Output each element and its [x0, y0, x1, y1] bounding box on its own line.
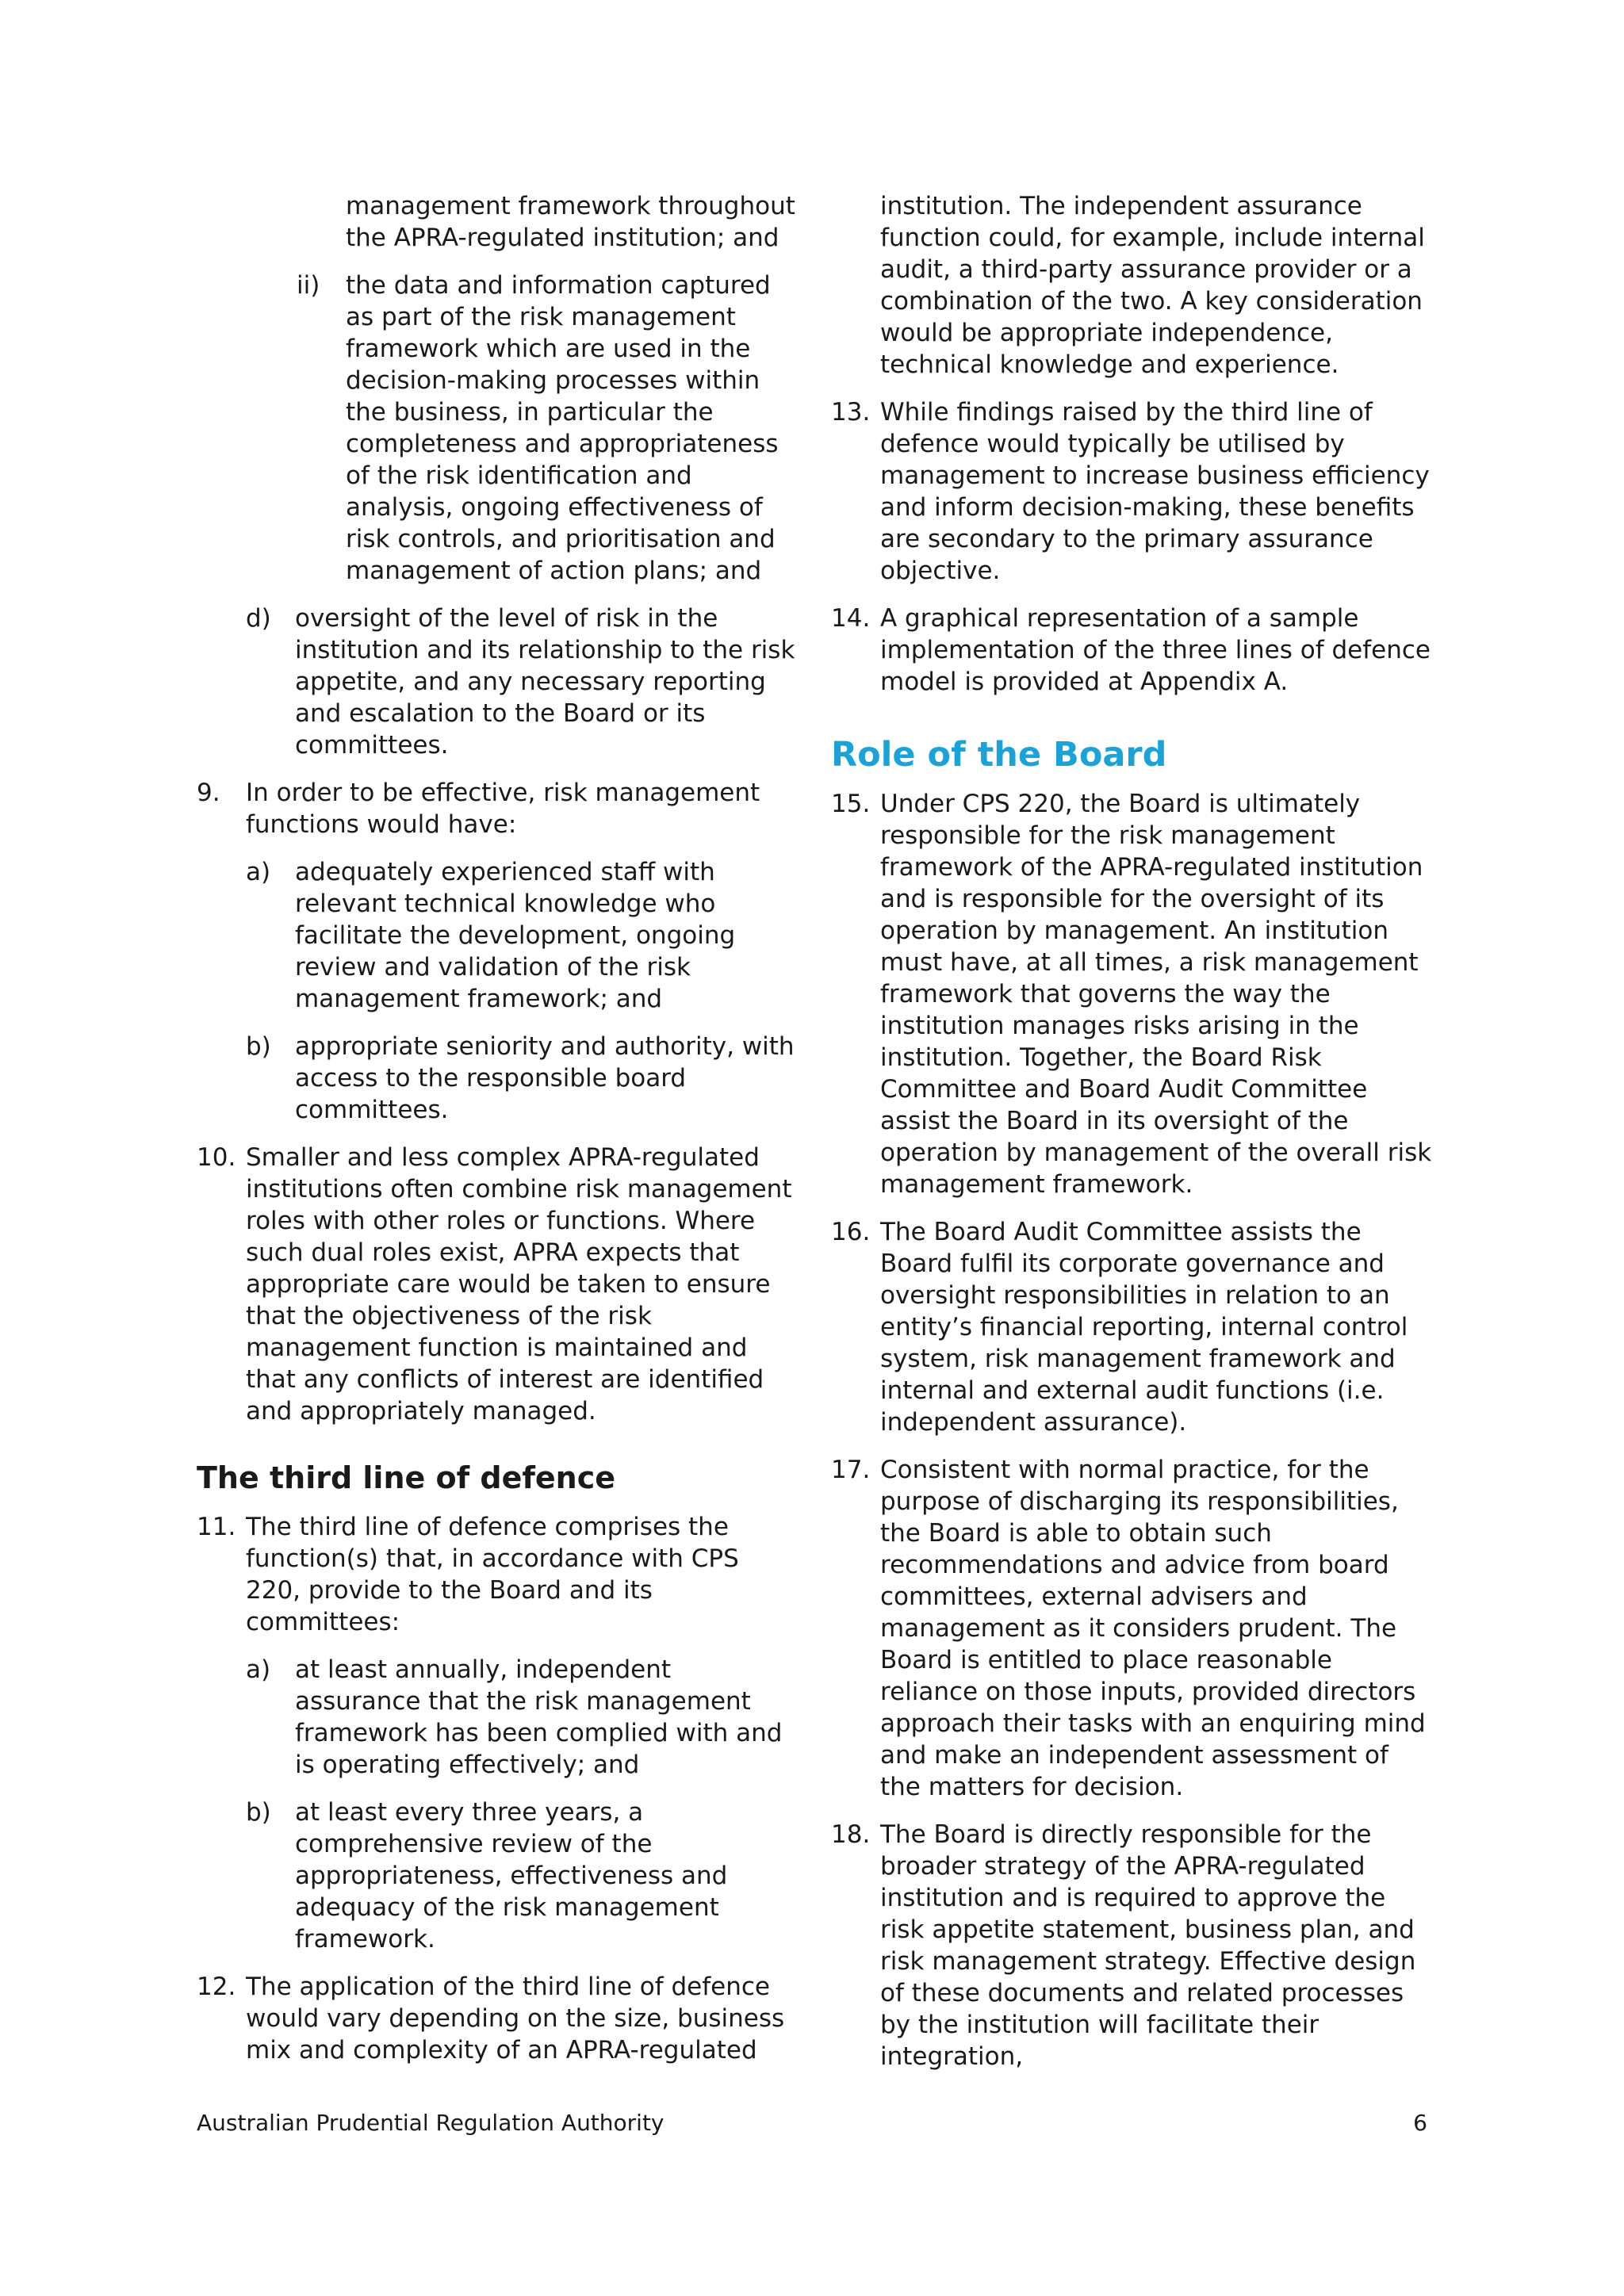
paragraph-text: The Board Audit Committee assists the Board fulfil its corporate governance and oversight responsibilities in relation to an entity’s financial reporting, internal control system, risk management framework and internal and external audit functions (i.e. independent assurance).: [880, 1218, 1408, 1437]
paragraph-16: [831, 1216, 1434, 1438]
list-item-text: oversight of the level of risk in the institution and its relationship to the risk appetite, and any necessary reporting and escalation to the Board or its committees.: [295, 604, 795, 760]
list-marker: d): [246, 604, 271, 633]
paragraph-number: 14.: [831, 604, 871, 633]
paragraph-13: [831, 396, 1434, 587]
paragraph-text: The application of the third line of defence would vary depending on the size, business mix and complexity of an APRA-regulated: [246, 1973, 785, 2064]
section-heading-third-line: The third line of defence: [197, 1460, 615, 1495]
paragraph-number: 11.: [197, 1513, 236, 1541]
list-marker: a): [246, 858, 271, 886]
list-item-text: at least every three years, a comprehensive review of the appropriateness, effectiveness and adequacy of the risk management framework.: [295, 1798, 728, 1954]
paragraph-continuation: institution. The independent assurance function could, for example, include internal audit, a third-party assurance provider or a combination of the two. A key consideration would be appropriate independence, technical knowledge and experience.: [880, 192, 1425, 379]
paragraph-number: 9.: [197, 779, 220, 807]
list-item-9b: [197, 1031, 799, 1126]
paragraph-15: [831, 788, 1434, 1200]
paragraph-11: [197, 1511, 799, 1638]
paragraph-text: In order to be effective, risk management functions would have:: [246, 779, 760, 839]
list-item-text: adequately experienced staff with relevant technical knowledge who facilitate the development, ongoing review and validation of the risk management framework; and: [295, 858, 736, 1013]
paragraph-text: Consistent with normal practice, for the purpose of discharging its responsibilities, the Board is able to obtain such recommendations and advice from board committees, external advisers and management as it considers prudent. The Board is entitled to place reasonable reliance on those inputs, provided directors approach their tasks with an enquiring mind and make an independent assessment of the matters for decision.: [880, 1456, 1426, 1801]
paragraph-text: Under CPS 220, the Board is ultimately responsible for the risk management framework of the APRA-regulated institution and is responsible for the oversight of its operation by management. An institution must have, at all times, a risk management framework that governs the way the institution manages risks arising in the institution. Together, the Board Risk Committee and Board Audit Committee assist the Board in its oversight of the operation by management of the overall risk management framework.: [880, 790, 1432, 1199]
paragraph-14: [831, 603, 1434, 698]
list-item-11a: [197, 1654, 799, 1781]
page-number: 6: [1413, 2110, 1427, 2136]
paragraph-10: [197, 1142, 799, 1427]
footer-organisation: Australian Prudential Regulation Authority: [197, 2110, 665, 2136]
paragraph-18: [831, 1819, 1434, 2072]
paragraph-number: 18.: [831, 1820, 871, 1849]
paragraph-9: [197, 777, 799, 840]
list-item-d: [197, 603, 799, 761]
list-item-11b: [197, 1797, 799, 1955]
list-marker: b): [246, 1798, 271, 1827]
paragraph-text: While findings raised by the third line of defence would typically be utilised by management to increase business efficiency and inform decision-making, these benefits are secondary to the primary assurance objective.: [880, 398, 1430, 585]
list-item-text: at least annually, independent assurance that the risk management framework has been complied with and is operating effectively; and: [295, 1655, 783, 1779]
section-heading-role-board: Role of the Board: [831, 735, 1167, 775]
paragraph-number: 12.: [197, 1973, 236, 2001]
list-item-continuation: management framework throughout the APRA-regulated institution; and: [346, 192, 795, 252]
list-item-c-ii: [197, 270, 799, 587]
paragraph-text: The third line of defence comprises the function(s) that, in accordance with CPS 220, provide to the Board and its committees:: [246, 1513, 739, 1636]
list-item-9a: [197, 856, 799, 1015]
paragraph-number: 15.: [831, 790, 871, 818]
paragraph-12: [197, 1971, 799, 2066]
paragraph-number: 10.: [197, 1143, 236, 1172]
paragraph-text: Smaller and less complex APRA-regulated institutions often combine risk management roles with other roles or functions. Where such dual roles exist, APRA expects that appropriate care would be taken to ensure that the objectiveness of the risk management function is maintained and that any conflicts of interest are identified and appropriately managed.: [246, 1143, 792, 1425]
paragraph-number: 13.: [831, 398, 871, 427]
list-marker: b): [246, 1032, 271, 1061]
list-marker: ii): [297, 271, 320, 300]
list-marker: a): [246, 1655, 271, 1684]
paragraph-text: The Board is directly responsible for the broader strategy of the APRA-regulated institution and is required to approve the risk appetite statement, business plan, and risk management strategy. Effective design of these documents and related processes by the institution will facilitate their integration,: [880, 1820, 1416, 2071]
paragraph-number: 16.: [831, 1218, 871, 1246]
list-item-text: appropriate seniority and authority, with access to the responsible board committees.: [295, 1032, 795, 1124]
paragraph-number: 17.: [831, 1456, 871, 1484]
right-column: [831, 190, 1434, 2088]
list-item-text: the data and information captured as part of the risk management framework which are used in the decision-making processes within the business, in particular the completeness and appropriateness of the risk identification and analysis, ongoing effectiveness of risk controls, and prioritisation and management of action plans; and: [346, 271, 779, 585]
left-column: [197, 190, 799, 2082]
paragraph-17: [831, 1454, 1434, 1803]
paragraph-text: A graphical representation of a sample implementation of the three lines of defence model is provided at Appendix A.: [880, 604, 1431, 696]
